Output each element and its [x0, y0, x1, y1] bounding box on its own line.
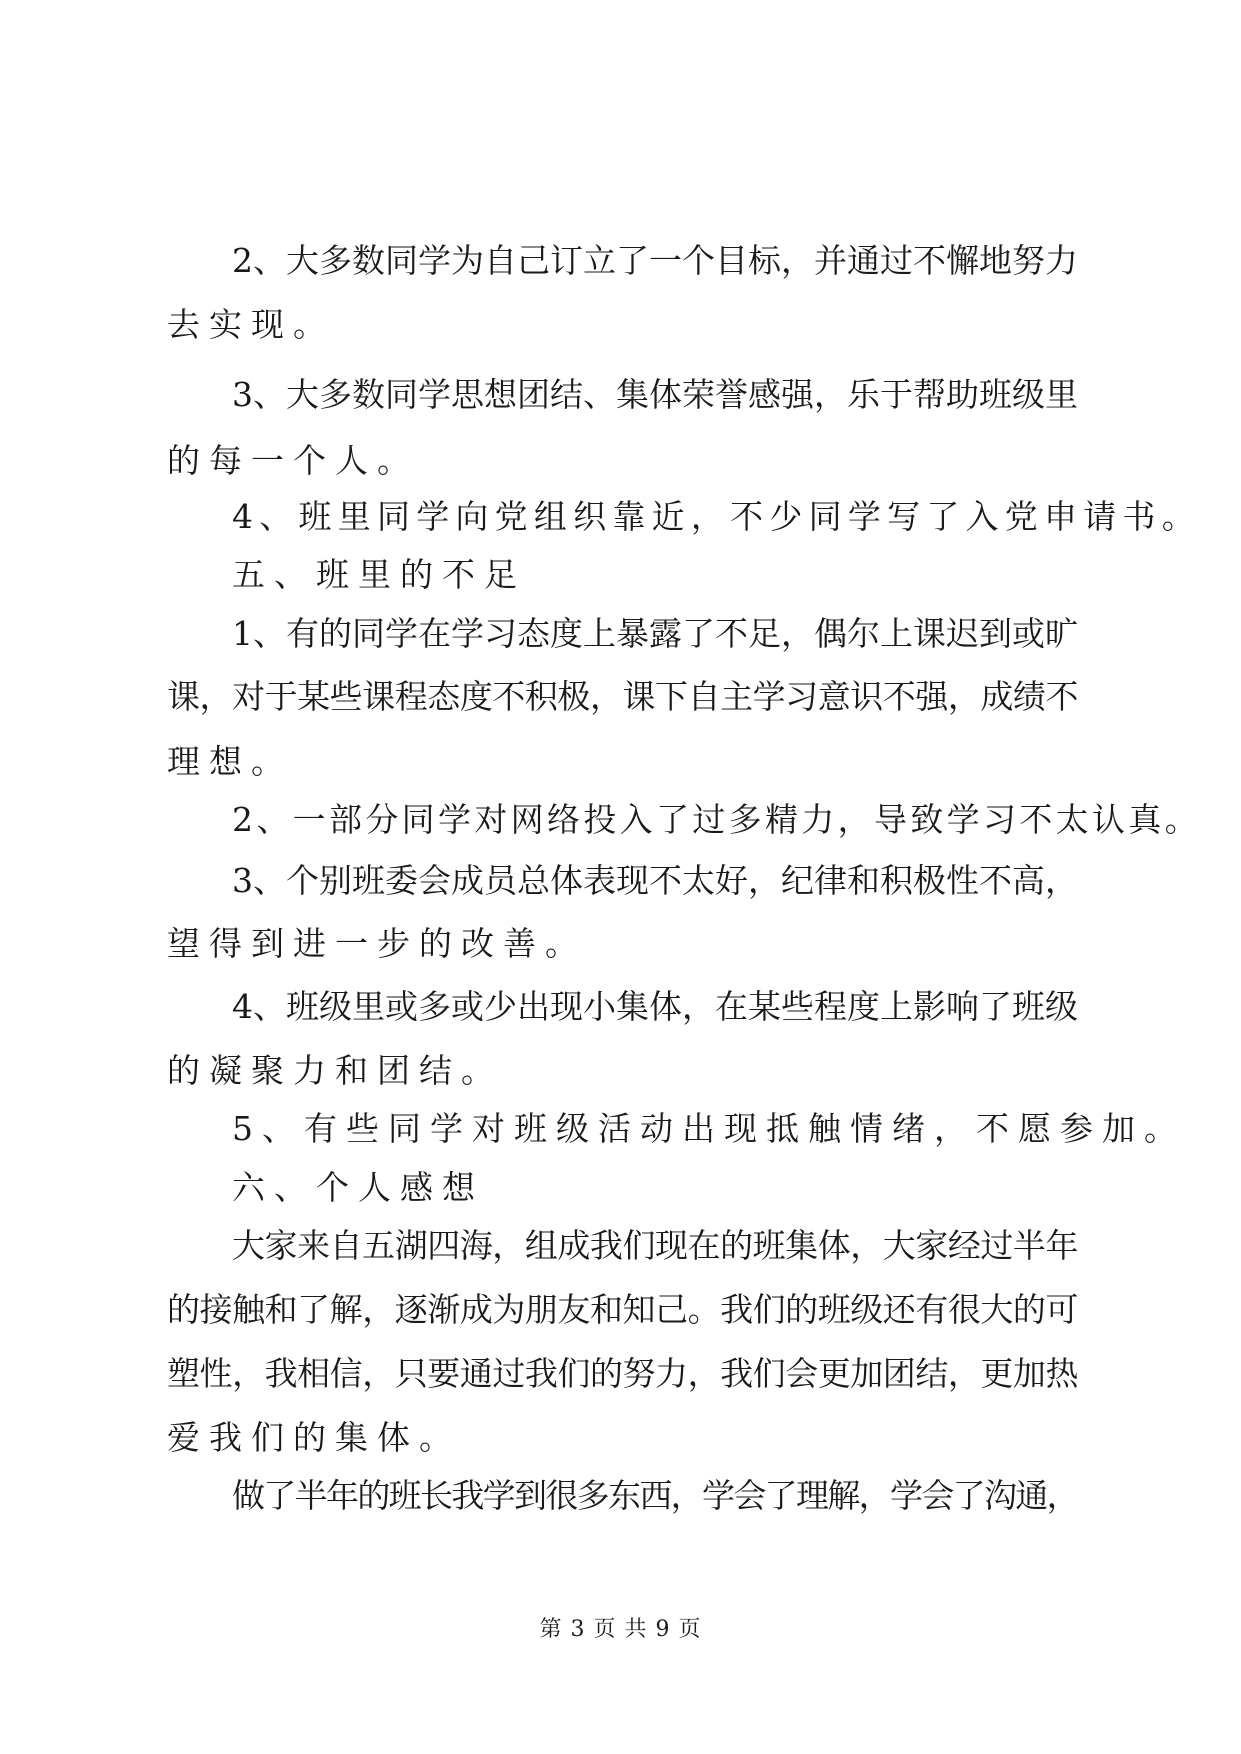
- text-line: 的每一个人。: [167, 441, 419, 480]
- text-line: 2、大多数同学为自己订立了一个目标，并通过不懈地努力: [232, 241, 1078, 280]
- text-line: 理想。: [167, 742, 293, 781]
- text-line: 大家来自五湖四海，组成我们现在的班集体，大家经过半年: [232, 1226, 1079, 1265]
- text-line: 六、个人感想: [232, 1168, 484, 1207]
- text-line: 去实现。: [167, 305, 335, 344]
- text-line: 的接触和了解，逐渐成为朋友和知己。我们的班级还有很大的可: [167, 1290, 1079, 1329]
- text-line: 1、有的同学在学习态度上暴露了不足，偶尔上课迟到或旷: [232, 614, 1078, 653]
- text-line: 的凝聚力和团结。: [167, 1051, 503, 1090]
- text-line: 2、一部分同学对网络投入了过多精力，导致学习不太认真。: [232, 800, 1201, 839]
- text-line: 课，对于某些课程态度不积极，课下自主学习意识不强，成绩不: [167, 677, 1079, 716]
- text-line: 4、班里同学向党组织靠近，不少同学写了入党申请书。: [232, 497, 1201, 536]
- text-line: 5、有些同学对班级活动出现抵触情绪，不愿参加。: [232, 1109, 1186, 1148]
- text-line: 3、大多数同学思想团结、集体荣誉感强，乐于帮助班级里: [232, 375, 1078, 414]
- text-line: 做了半年的班长我学到很多东西，学会了理解，学会了沟通，: [232, 1476, 1079, 1515]
- text-line: 爱我们的集体。: [167, 1418, 461, 1457]
- text-line: 3、个别班委会成员总体表现不太好，纪律和积极性不高，: [232, 861, 1078, 900]
- text-line: 4、班级里或多或少出现小集体，在某些程度上影响了班级: [232, 987, 1078, 1026]
- page-footer: 第 3 页 共 9 页: [539, 1617, 702, 1642]
- text-line: 望得到进一步的改善。: [167, 924, 587, 963]
- text-line: 五、班里的不足: [232, 555, 526, 594]
- text-line: 塑性，我相信，只要通过我们的努力，我们会更加团结，更加热: [167, 1354, 1079, 1393]
